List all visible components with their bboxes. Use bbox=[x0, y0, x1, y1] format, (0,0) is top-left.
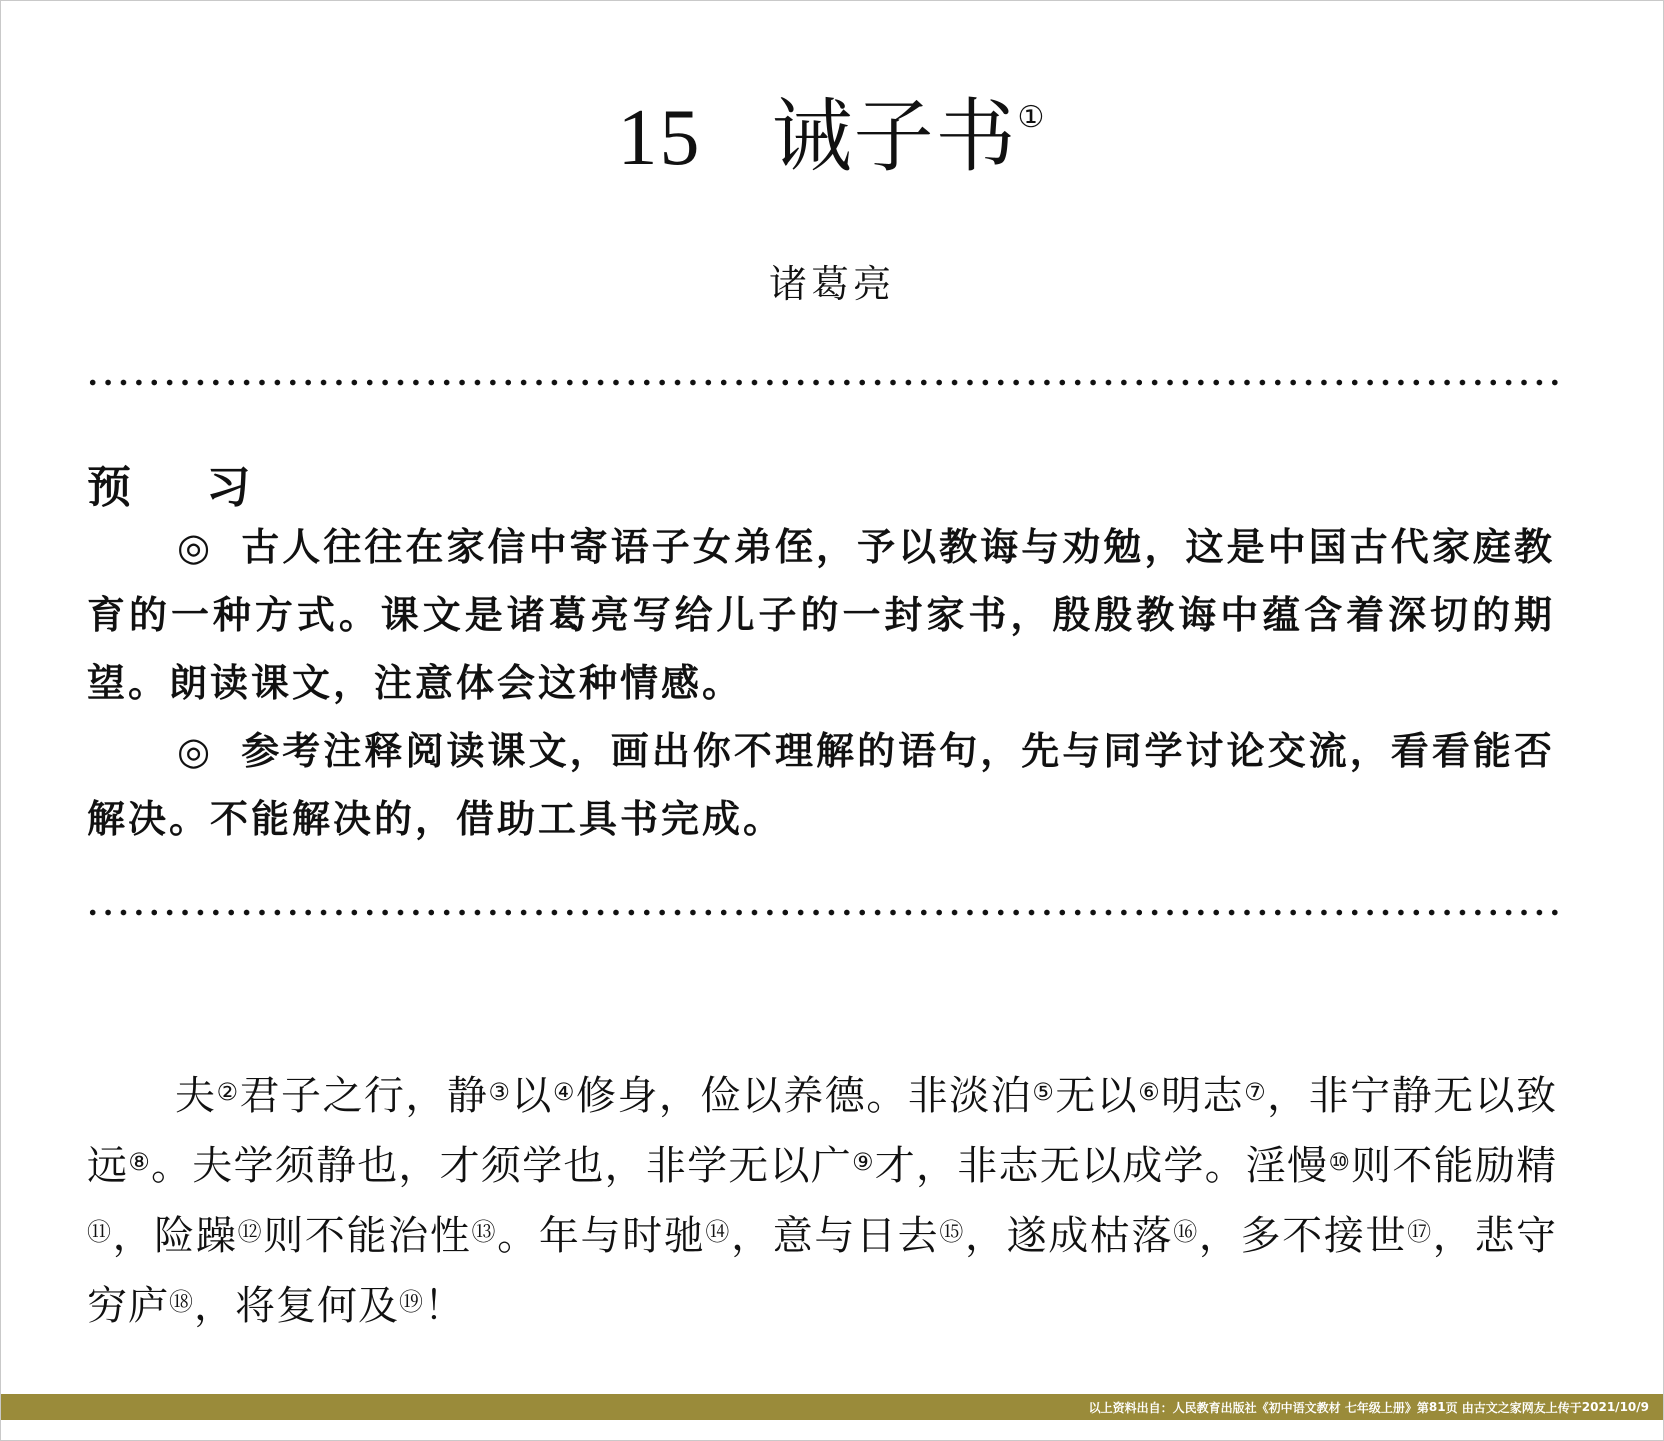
title-footnote-marker: ① bbox=[1017, 100, 1047, 135]
text-segment: ，悲守穷庐 bbox=[87, 1213, 1558, 1329]
preview-paragraph-2 bbox=[87, 717, 1555, 853]
text-segment: 则不能治性 bbox=[263, 1213, 472, 1259]
footnote-marker: ⑧ bbox=[128, 1148, 152, 1176]
footer-upload-label: 上传于 bbox=[1545, 1400, 1582, 1415]
footer-source-label: 以上资料出自： bbox=[1088, 1400, 1173, 1415]
lesson-number: 15 bbox=[617, 94, 702, 182]
footnote-marker: ⑫ bbox=[237, 1218, 264, 1246]
preview-heading: 预 习 bbox=[87, 462, 281, 513]
text-segment: 修身，俭以养德。非淡泊 bbox=[575, 1073, 1033, 1119]
dotted-divider-bottom bbox=[85, 909, 1561, 916]
bullet-circle-icon: ◎ bbox=[177, 728, 214, 773]
text-segment: 以 bbox=[511, 1073, 553, 1119]
footer-book-title: 《初中语文教材 七年级上册》 bbox=[1256, 1400, 1417, 1415]
footnote-marker: ⑲ bbox=[399, 1288, 424, 1316]
preview-section bbox=[87, 513, 1555, 853]
footer-page-number: 81 bbox=[1428, 1400, 1446, 1414]
footnote-marker: ② bbox=[216, 1078, 240, 1106]
lesson-title-text: 诫子书 bbox=[771, 90, 1018, 183]
classical-text bbox=[87, 1061, 1557, 1341]
text-segment: 才，非志无以成学。淫慢 bbox=[874, 1143, 1329, 1189]
text-segment: 。夫学须静也，才须学也，非学无以广 bbox=[151, 1143, 853, 1189]
footnote-marker: ⑨ bbox=[852, 1148, 875, 1176]
text-segment: ，意与日去 bbox=[731, 1213, 940, 1259]
text-segment: ，将复何及 bbox=[194, 1283, 399, 1329]
footer-page-label: 第 bbox=[1416, 1400, 1429, 1415]
footnote-marker: ⑩ bbox=[1328, 1148, 1352, 1176]
footnote-marker: ④ bbox=[552, 1078, 576, 1106]
footnote-marker: ⑭ bbox=[705, 1218, 732, 1246]
text-segment: 明志 bbox=[1161, 1073, 1245, 1119]
source-footer-bar bbox=[1, 1394, 1663, 1420]
lesson-author: 诸葛亮 bbox=[768, 262, 895, 306]
footnote-marker: ⑤ bbox=[1032, 1078, 1056, 1106]
footnote-marker: ③ bbox=[488, 1078, 512, 1106]
footnote-marker: ⑰ bbox=[1407, 1218, 1433, 1246]
text-segment: 。年与时驰 bbox=[497, 1213, 706, 1259]
text-segment: 则不能励精 bbox=[1351, 1143, 1558, 1189]
footnote-marker: ⑦ bbox=[1244, 1078, 1268, 1106]
footer-publisher: 人民教育出版社 bbox=[1172, 1400, 1257, 1415]
text-segment: 夫 bbox=[175, 1073, 217, 1119]
footer-page-suffix: 页 由 bbox=[1445, 1400, 1474, 1415]
preview-paragraph-text: 参考注释阅读课文，画出你不理解的语句，先与同学讨论交流，看看能否解决。不能解决的，借助工具书完成。 bbox=[87, 728, 1555, 841]
footnote-marker: ⑮ bbox=[939, 1218, 965, 1246]
bullet-circle-icon: ◎ bbox=[177, 524, 214, 569]
text-segment: ，险躁 bbox=[112, 1213, 238, 1259]
classical-text-paragraph bbox=[87, 1061, 1557, 1341]
preview-paragraph-1 bbox=[87, 513, 1555, 717]
preview-paragraph-text: 古人往往在家信中寄语子女弟侄，予以教诲与劝勉，这是中国古代家庭教育的一种方式。课文是诸葛亮写给儿子的一封家书，殷殷教诲中蕴含着深切的期望。朗读课文，注意体会这种情感。 bbox=[87, 524, 1555, 705]
dotted-divider-top bbox=[85, 379, 1561, 386]
footnote-marker: ⑱ bbox=[169, 1288, 194, 1316]
text-segment: ！ bbox=[424, 1283, 465, 1329]
footnote-marker: ⑪ bbox=[87, 1218, 113, 1246]
footnote-marker: ⑯ bbox=[1173, 1218, 1199, 1246]
footer-date: 2021/10/9 bbox=[1581, 1400, 1649, 1414]
text-segment: 君子之行，静 bbox=[239, 1073, 489, 1119]
text-segment: ，遂成枯落 bbox=[964, 1213, 1174, 1259]
lesson-title bbox=[1, 90, 1663, 183]
footnote-marker: ⑬ bbox=[471, 1218, 498, 1246]
footnote-marker: ⑥ bbox=[1138, 1078, 1162, 1106]
text-segment: ，非宁静无以致远 bbox=[87, 1073, 1558, 1189]
text-segment: 无以 bbox=[1055, 1073, 1139, 1119]
text-segment: ，多不接世 bbox=[1198, 1213, 1408, 1259]
footer-uploader: 古文之家网友 bbox=[1473, 1400, 1546, 1415]
